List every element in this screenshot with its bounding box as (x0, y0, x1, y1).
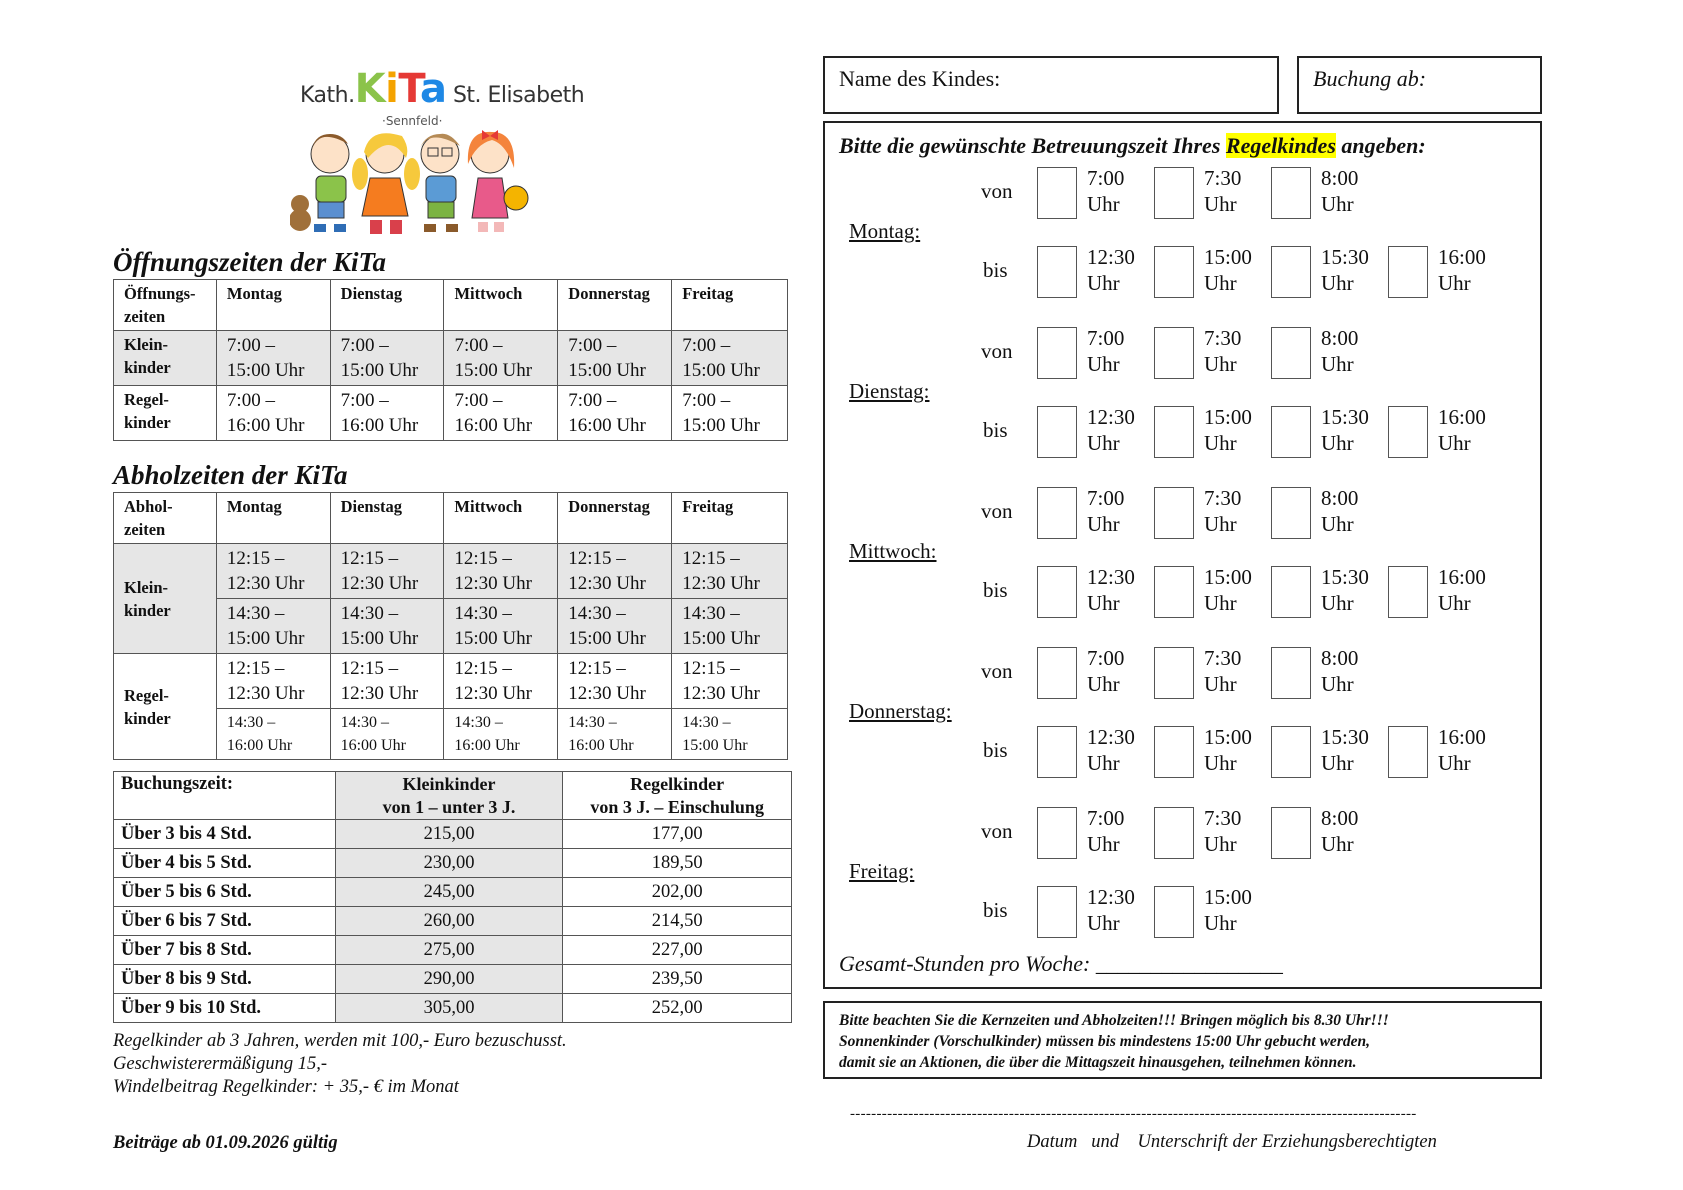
booking-start-label: Buchung ab: (1313, 66, 1427, 91)
table-cell: 7:00 – 15:00 Uhr (216, 331, 330, 386)
table-row (114, 386, 788, 441)
note-line: Windelbeitrag Regelkinder: + 35,- € im Monat (113, 1077, 459, 1097)
time-checkbox[interactable] (1037, 246, 1077, 298)
fee-value: 215,00 (335, 820, 563, 849)
time-checkbox[interactable] (1037, 647, 1077, 699)
fee-row (114, 849, 792, 878)
logo-wordmark (300, 66, 584, 112)
notice-line: Sonnenkinder (Vorschulkinder) müssen bis mindestens 15:00 Uhr gebucht werden, (839, 1033, 1370, 1050)
header-cell: Freitag (672, 493, 788, 544)
fee-row (114, 878, 792, 907)
table-header-row (114, 772, 792, 820)
day-label: Donnerstag: (849, 699, 952, 723)
time-option-label: 15:00 Uhr (1204, 245, 1252, 295)
fee-value: 214,50 (563, 907, 792, 936)
von-label: von (981, 499, 1013, 523)
bis-label: bis (983, 738, 1008, 762)
booking-duration: Über 8 bis 9 Std. (114, 965, 336, 994)
table-cell: 14:30 – 15:00 Uhr (558, 599, 672, 654)
time-option-label: 7:00 Uhr (1087, 806, 1125, 856)
table-cell: 14:30 – 15:00 Uhr (444, 599, 558, 654)
care-time-selection-box (823, 121, 1542, 989)
fee-value: 245,00 (335, 878, 563, 907)
row-label: Regel- kinder (114, 654, 217, 760)
children-illustration-icon (290, 124, 540, 242)
time-checkbox[interactable] (1154, 726, 1194, 778)
time-option-label: 12:30 Uhr (1087, 245, 1135, 295)
header-cell: Öffnungs- zeiten (114, 280, 217, 331)
header-cell: Freitag (672, 280, 788, 331)
time-checkbox[interactable] (1388, 406, 1428, 458)
time-checkbox[interactable] (1271, 246, 1311, 298)
time-option-label: 15:00 Uhr (1204, 725, 1252, 775)
opening-hours-table (113, 279, 788, 441)
fee-row (114, 820, 792, 849)
time-checkbox[interactable] (1154, 566, 1194, 618)
time-option-label: 12:30 Uhr (1087, 565, 1135, 615)
time-option-label: 15:00 Uhr (1204, 885, 1252, 935)
table-cell: 14:30 – 15:00 Uhr (216, 599, 330, 654)
von-label: von (981, 819, 1013, 843)
bis-label: bis (983, 258, 1008, 282)
table-cell: 7:00 – 15:00 Uhr (444, 331, 558, 386)
instruction-highlight: Regelkindes (1225, 133, 1336, 158)
table-cell: 12:15 – 12:30 Uhr (444, 654, 558, 709)
notice-box (823, 1001, 1542, 1079)
table-cell: 12:15 – 12:30 Uhr (558, 654, 672, 709)
time-checkbox[interactable] (1154, 647, 1194, 699)
time-option-label: 12:30 Uhr (1087, 725, 1135, 775)
logo-letter: a (419, 66, 447, 112)
table-cell: 12:15 – 12:30 Uhr (216, 544, 330, 599)
time-option-label: 7:30 Uhr (1204, 646, 1242, 696)
header-cell: Mittwoch (444, 280, 558, 331)
table-cell: 14:30 – 15:00 Uhr (330, 599, 444, 654)
booking-duration: Über 6 bis 7 Std. (114, 907, 336, 936)
fee-value: 305,00 (335, 994, 563, 1023)
table-cell: 7:00 – 16:00 Uhr (444, 386, 558, 441)
time-option-label: 15:00 Uhr (1204, 565, 1252, 615)
time-checkbox[interactable] (1154, 807, 1194, 859)
booking-duration: Über 7 bis 8 Std. (114, 936, 336, 965)
logo-letter: T (398, 66, 420, 112)
bis-label: bis (983, 418, 1008, 442)
time-option-label: 16:00 Uhr (1438, 245, 1486, 295)
bis-label: bis (983, 898, 1008, 922)
signature-caption: Datum und Unterschrift der Erziehungsberechtigten (1027, 1132, 1437, 1152)
time-checkbox[interactable] (1388, 246, 1428, 298)
time-checkbox[interactable] (1271, 167, 1311, 219)
time-checkbox[interactable] (1154, 487, 1194, 539)
header-cell: Kleinkinder von 1 – unter 3 J. (335, 772, 563, 820)
time-checkbox[interactable] (1037, 566, 1077, 618)
header-cell: Montag (216, 493, 330, 544)
time-checkbox[interactable] (1271, 406, 1311, 458)
fee-value: 290,00 (335, 965, 563, 994)
logo-suffix: St. Elisabeth (452, 83, 585, 108)
signature-line[interactable]: ----------------------------------------------------------------------------------------------------------- (850, 1106, 1417, 1122)
table-cell: 12:15 – 12:30 Uhr (672, 544, 788, 599)
fee-notes (113, 1030, 567, 1099)
opening-hours-title: Öffnungszeiten der KiTa (113, 247, 387, 277)
time-option-label: 16:00 Uhr (1438, 725, 1486, 775)
table-cell: 14:30 – 16:00 Uhr (330, 709, 444, 760)
time-option-label: 8:00 Uhr (1321, 486, 1359, 536)
booking-duration: Über 5 bis 6 Std. (114, 878, 336, 907)
time-option-label: 15:30 Uhr (1321, 405, 1369, 455)
booking-duration: Über 3 bis 4 Std. (114, 820, 336, 849)
table-cell: 14:30 – 16:00 Uhr (444, 709, 558, 760)
time-option-label: 7:00 Uhr (1087, 166, 1125, 216)
table-cell: 7:00 – 15:00 Uhr (330, 331, 444, 386)
table-cell: 12:15 – 12:30 Uhr (558, 544, 672, 599)
time-option-label: 8:00 Uhr (1321, 646, 1359, 696)
table-cell: 12:15 – 12:30 Uhr (672, 654, 788, 709)
logo-prefix: Kath. (300, 83, 355, 108)
header-cell: Mittwoch (444, 493, 558, 544)
time-checkbox[interactable] (1037, 886, 1077, 938)
time-option-label: 7:30 Uhr (1204, 806, 1242, 856)
time-checkbox[interactable] (1037, 487, 1077, 539)
time-checkbox[interactable] (1037, 406, 1077, 458)
day-label: Freitag: (849, 859, 915, 883)
table-cell: 7:00 – 15:00 Uhr (672, 386, 788, 441)
total-hours-text: Gesamt-Stunden pro Woche: (839, 951, 1091, 976)
time-checkbox[interactable] (1271, 726, 1311, 778)
fee-value: 177,00 (563, 820, 792, 849)
fee-value: 252,00 (563, 994, 792, 1023)
fee-value: 230,00 (335, 849, 563, 878)
time-checkbox[interactable] (1271, 327, 1311, 379)
logo-letter: K (354, 66, 386, 112)
booking-duration: Über 4 bis 5 Std. (114, 849, 336, 878)
notice-line: damit sie an Aktionen, die über die Mittagszeit hinausgehen, teilnehmen können. (839, 1054, 1357, 1071)
time-checkbox[interactable] (1388, 566, 1428, 618)
time-option-label: 15:30 Uhr (1321, 245, 1369, 295)
fee-value: 189,50 (563, 849, 792, 878)
time-option-label: 15:30 Uhr (1321, 725, 1369, 775)
table-cell: 14:30 – 16:00 Uhr (558, 709, 672, 760)
table-row (114, 331, 788, 386)
child-name-label: Name des Kindes: (839, 66, 1001, 91)
time-option-label: 12:30 Uhr (1087, 885, 1135, 935)
notice-line: Bitte beachten Sie die Kernzeiten und Abholzeiten!!! Bringen möglich bis 8.30 Uhr!!! (839, 1012, 1389, 1029)
table-cell: 12:15 – 12:30 Uhr (330, 544, 444, 599)
child-name-field[interactable] (823, 56, 1279, 114)
pickup-times-table (113, 492, 788, 760)
table-cell: 12:15 – 12:30 Uhr (444, 544, 558, 599)
time-checkbox[interactable] (1154, 886, 1194, 938)
time-option-label: 8:00 Uhr (1321, 166, 1359, 216)
note-line: Geschwisterermäßigung 15,- (113, 1054, 328, 1074)
fees-valid-date: Beiträge ab 01.09.2026 gültig (113, 1133, 338, 1153)
time-checkbox[interactable] (1037, 167, 1077, 219)
logo-letter: i (385, 66, 399, 112)
header-cell: Montag (216, 280, 330, 331)
table-row (114, 654, 788, 709)
note-line: Regelkinder ab 3 Jahren, werden mit 100,- Euro bezuschusst. (113, 1031, 567, 1051)
header-cell: Donnerstag (558, 280, 672, 331)
header-cell: Abhol- zeiten (114, 493, 217, 544)
row-label: Regel- kinder (114, 386, 217, 441)
fee-value: 260,00 (335, 907, 563, 936)
von-label: von (981, 659, 1013, 683)
time-option-label: 7:00 Uhr (1087, 326, 1125, 376)
fee-value: 202,00 (563, 878, 792, 907)
time-option-label: 8:00 Uhr (1321, 326, 1359, 376)
table-cell: 12:15 – 12:30 Uhr (216, 654, 330, 709)
time-option-label: 7:00 Uhr (1087, 486, 1125, 536)
header-cell: Buchungszeit: (114, 772, 336, 820)
table-row (114, 544, 788, 599)
total-hours-label (839, 951, 1283, 977)
von-label: von (981, 179, 1013, 203)
row-label: Klein- kinder (114, 544, 217, 654)
table-header-row (114, 493, 788, 544)
booking-start-field[interactable] (1297, 56, 1542, 114)
header-cell: Donnerstag (558, 493, 672, 544)
time-checkbox[interactable] (1037, 327, 1077, 379)
table-header-row (114, 280, 788, 331)
time-option-label: 7:00 Uhr (1087, 646, 1125, 696)
time-option-label: 16:00 Uhr (1438, 405, 1486, 455)
table-cell: 7:00 – 15:00 Uhr (558, 331, 672, 386)
time-checkbox[interactable] (1271, 807, 1311, 859)
time-checkbox[interactable] (1154, 406, 1194, 458)
time-option-label: 16:00 Uhr (1438, 565, 1486, 615)
instruction-post: angeben: (1335, 133, 1426, 158)
time-checkbox[interactable] (1271, 647, 1311, 699)
time-checkbox[interactable] (1154, 327, 1194, 379)
time-checkbox[interactable] (1154, 246, 1194, 298)
table-cell: 7:00 – 15:00 Uhr (672, 331, 788, 386)
time-option-label: 12:30 Uhr (1087, 405, 1135, 455)
fee-value: 239,50 (563, 965, 792, 994)
time-checkbox[interactable] (1037, 726, 1077, 778)
table-cell: 14:30 – 15:00 Uhr (672, 599, 788, 654)
header-cell: Regelkinder von 3 J. – Einschulung (563, 772, 792, 820)
header-cell: Dienstag (330, 493, 444, 544)
fee-value: 275,00 (335, 936, 563, 965)
total-hours-input-line[interactable]: _________________ (1095, 951, 1283, 976)
instruction-text (839, 133, 1426, 159)
fee-table (113, 771, 792, 1023)
table-cell: 7:00 – 16:00 Uhr (558, 386, 672, 441)
table-cell: 7:00 – 16:00 Uhr (216, 386, 330, 441)
time-option-label: 7:30 Uhr (1204, 326, 1242, 376)
fee-row (114, 994, 792, 1023)
time-checkbox[interactable] (1271, 487, 1311, 539)
table-cell: 7:00 – 16:00 Uhr (330, 386, 444, 441)
time-option-label: 15:30 Uhr (1321, 565, 1369, 615)
table-cell: 12:15 – 12:30 Uhr (330, 654, 444, 709)
booking-duration: Über 9 bis 10 Std. (114, 994, 336, 1023)
kita-logo (290, 62, 585, 242)
bis-label: bis (983, 578, 1008, 602)
row-label: Klein- kinder (114, 331, 217, 386)
time-option-label: 15:00 Uhr (1204, 405, 1252, 455)
time-option-label: 7:30 Uhr (1204, 166, 1242, 216)
fee-row (114, 907, 792, 936)
time-option-label: 7:30 Uhr (1204, 486, 1242, 536)
time-checkbox[interactable] (1388, 726, 1428, 778)
instruction-pre: Bitte die gewünschte Betreuungszeit Ihres (839, 133, 1226, 158)
fee-row (114, 936, 792, 965)
fee-row (114, 965, 792, 994)
time-checkbox[interactable] (1154, 167, 1194, 219)
time-checkbox[interactable] (1271, 566, 1311, 618)
day-label: Montag: (849, 219, 921, 243)
day-label: Mittwoch: (849, 539, 937, 563)
table-cell: 14:30 – 16:00 Uhr (216, 709, 330, 760)
table-cell: 14:30 – 15:00 Uhr (672, 709, 788, 760)
day-label: Dienstag: (849, 379, 930, 403)
pickup-times-title: Abholzeiten der KiTa (113, 460, 348, 490)
time-option-label: 8:00 Uhr (1321, 806, 1359, 856)
fee-value: 227,00 (563, 936, 792, 965)
logo-location: ·Sennfeld· (382, 114, 443, 128)
von-label: von (981, 339, 1013, 363)
time-checkbox[interactable] (1037, 807, 1077, 859)
header-cell: Dienstag (330, 280, 444, 331)
